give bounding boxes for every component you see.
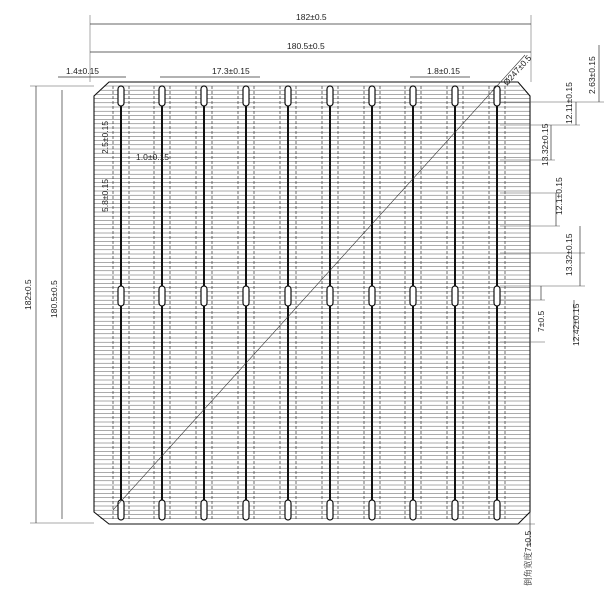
outer-width-label: 182±0.5 — [296, 12, 327, 22]
right-d-label: 13.32±0.15 — [564, 233, 574, 276]
pad-small-label: 1.0±0.15 — [136, 152, 170, 162]
busbar-1 — [113, 86, 129, 520]
diagonal-label: Ø247±0.5 — [501, 52, 534, 88]
busbar-10 — [489, 86, 505, 520]
right-f-label: 12.42±0.15 — [571, 303, 581, 346]
busbar-8 — [405, 86, 421, 520]
busbar-pitch-label: 17.3±0.15 — [212, 66, 250, 76]
right-a-label: 12.11±0.15 — [564, 82, 574, 124]
chamfer-note-label: 倒角宽度7±0.5 — [523, 530, 533, 586]
outer-height-label: 182±0.5 — [23, 279, 33, 310]
busbars — [113, 86, 505, 520]
busbar-5 — [280, 86, 296, 520]
busbar-width-label: 1.8±0.15 — [427, 66, 461, 76]
right-e-label: 7±0.5 — [536, 310, 546, 332]
busbar-3 — [196, 86, 212, 520]
finger-length-label: 5.8±0.15 — [100, 178, 110, 212]
inner-height-label: 180.5±0.5 — [49, 280, 59, 318]
pad-top-label: 2.5±0.15 — [100, 120, 110, 154]
right-b-label: 13.32±0.15 — [540, 123, 550, 166]
busbar-6 — [322, 86, 338, 520]
inner-width-label: 180.5±0.5 — [287, 41, 325, 51]
busbar-7 — [364, 86, 380, 520]
left-dimensions — [30, 86, 94, 523]
edge-gap-label: 1.4±0.15 — [66, 66, 100, 76]
right-c-label: 12.1±0.15 — [554, 177, 564, 215]
right-top-label: 2.63±0.15 — [587, 56, 597, 94]
right-dimensions — [500, 45, 604, 545]
busbar-4 — [238, 86, 254, 520]
busbar-9 — [447, 86, 463, 520]
